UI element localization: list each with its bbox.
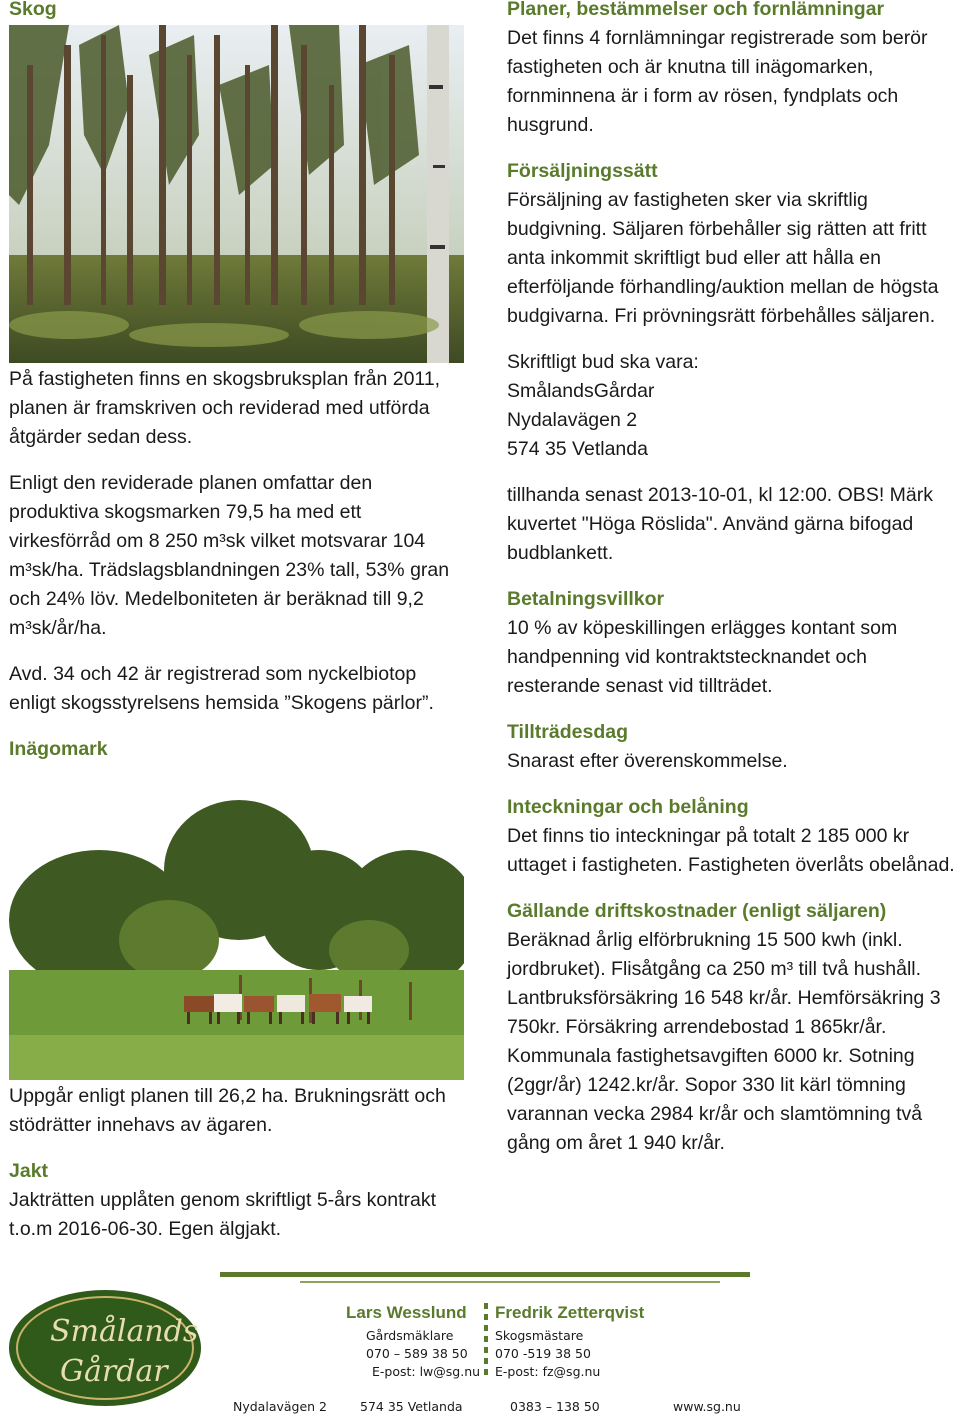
forsaljning-heading: Försäljningssätt [507, 160, 658, 182]
inteckningar-paragraph: Det finns tio inteckningar på totalt 2 185 000 kr uttaget i fastigheten. Fastigheten överlåts obelånad. [507, 825, 955, 876]
jakt-heading: Jakt [9, 1160, 49, 1182]
footer-website-link[interactable]: www.sg.nu [673, 1399, 741, 1414]
contact-fredrik-name: Fredrik Zetterqvist [495, 1303, 645, 1322]
contact-fredrik-phone[interactable]: 070 -519 38 50 [495, 1346, 591, 1361]
jakt-paragraph: Jakträtten upplåten genom skriftligt 5-års kontrakt t.o.m 2016-06-30. Egen älgjakt. [9, 1189, 437, 1240]
tilltrade-heading: Tillträdesdag [507, 721, 629, 743]
footer-postal: 574 35 Vetlanda [360, 1399, 463, 1414]
planer-paragraph: Det finns 4 fornlämningar registrerade som berör fastigheten och är knutna till inägomarken, fornminnena är i form av rösen, fyndplats och husgrund. [507, 27, 928, 136]
skog-paragraph-plan: På fastigheten finns en skogsbruksplan från 2011, planen är framskriven och reviderad med utförda åtgärder sedan dess. [9, 368, 441, 448]
contact-fredrik-title: Skogsmästare [495, 1328, 584, 1343]
bud-address-street: Nydalavägen 2 [507, 409, 638, 431]
svg-text:Smålands: Smålands [50, 1314, 199, 1349]
driftskostnader-paragraph: Beräknad årlig elförbrukning 15 500 kwh (inkl. jordbruket). Flisåtgång ca 250 m³ till två hushåll. Lantbruksförsäkring 16 548 kr/år. Hemförsäkring 3 750kr. Försäkring arrendebostad 1 865kr/år. Kommunala fastighetsavgiften 6000 kr. Sotning (2ggr/år) 1242.kr/år. Sopor 330 lit kärl tömning varannan vecka 2984 kr/år och slamtömning två gång om året 1 940 kr/år. [507, 929, 941, 1154]
forsaljning-paragraph: Försäljning av fastigheten sker via skriftlig budgivning. Säljaren förbehåller sig rätten att fritt anta inkommit skriftligt bud eller att hålla en efterföljande förhandling/auktion mellan de högsta budgivarna. Fri prövningsrätt förbehålles säljaren. [507, 189, 939, 327]
driftskostnader-heading: Gällande driftskostnader (enligt säljaren) [507, 900, 887, 922]
bud-address-city: 574 35 Vetlanda [507, 438, 648, 460]
bud-intro: Skriftligt bud ska vara: [507, 351, 699, 373]
svg-text:Gårdar: Gårdar [60, 1354, 168, 1389]
contact-separator [484, 1303, 488, 1379]
pasture-cows-photo [9, 800, 464, 1080]
skog-paragraph-nyckelbiotop: Avd. 34 och 42 är registrerad som nyckelbiotop enligt skogsstyrelsens hemsida ”Skogens pärlor”. [9, 663, 434, 714]
footer-phone[interactable]: 0383 – 138 50 [510, 1399, 600, 1414]
contact-lars-email[interactable]: E-post: lw@sg.nu [372, 1364, 481, 1379]
smalands-gardar-logo [5, 1286, 210, 1411]
inteckningar-heading: Inteckningar och belåning [507, 796, 749, 818]
skog-paragraph-volume: Enligt den reviderade planen omfattar den produktiva skogsmarken 79,5 ha med ett virkesförråd om 8 250 m³sk vilket motsvarar 104 m³sk/ha. Trädslagsblandningen 23% tall, 53% gran och 24% löv. Medelboniteten är beräknad till 9,2 m³sk/år/ha. [9, 472, 450, 639]
inagomark-heading: Inägomark [9, 738, 108, 760]
footer-divider [220, 1272, 750, 1277]
planer-heading: Planer, bestämmelser och fornlämningar [507, 0, 885, 20]
skog-heading: Skog [9, 0, 57, 20]
bud-deadline: tillhanda senast 2013-10-01, kl 12:00. OBS! Märk kuvertet "Höga Röslida". Använd gärna bifogad budblankett. [507, 484, 933, 564]
contact-fredrik-email[interactable]: E-post: fz@sg.nu [495, 1364, 601, 1379]
contact-lars-phone[interactable]: 070 – 589 38 50 [366, 1346, 468, 1361]
footer-divider-thin [300, 1281, 720, 1283]
contact-lars-title: Gårdsmäklare [366, 1328, 454, 1343]
inagomark-paragraph: Uppgår enligt planen till 26,2 ha. Brukningsrätt och stödrätter innehavs av ägaren. [9, 1085, 446, 1136]
forest-photo [9, 25, 464, 363]
tilltrade-paragraph: Snarast efter överenskommelse. [507, 750, 788, 772]
footer-address: Nydalavägen 2 [233, 1399, 328, 1414]
bud-address-company: SmålandsGårdar [507, 380, 655, 402]
betalning-paragraph: 10 % av köpeskillingen erlägges kontant som handpenning vid kontraktstecknandet och resterande senast vid tillträdet. [507, 617, 898, 697]
betalning-heading: Betalningsvillkor [507, 588, 665, 610]
contact-lars-name: Lars Wesslund [346, 1303, 467, 1322]
